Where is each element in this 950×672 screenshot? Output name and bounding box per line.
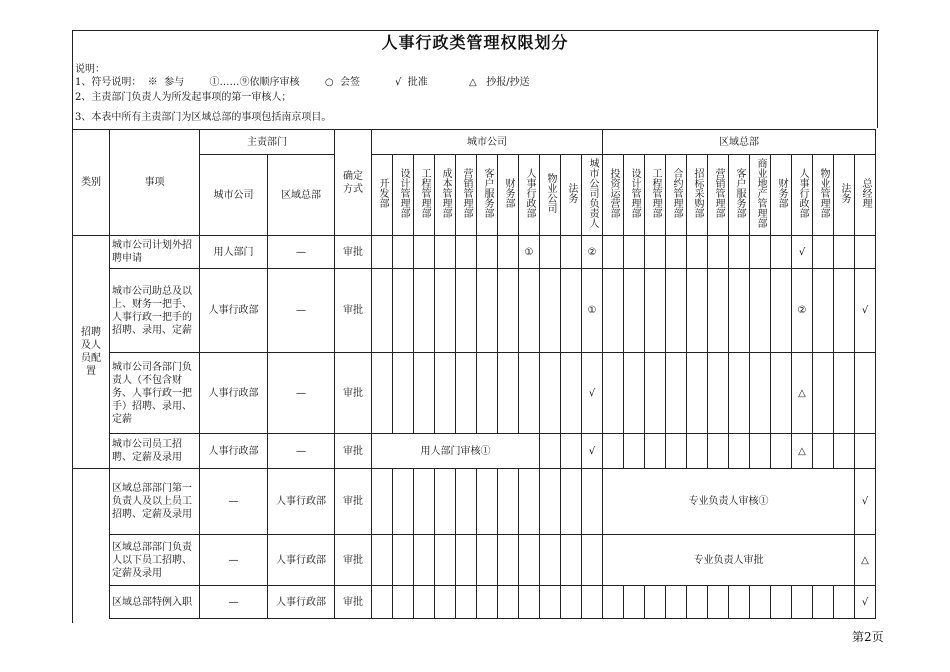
row-method: 审批 — [335, 535, 372, 586]
col-region-invest: 投资运营部 — [603, 155, 624, 236]
row-lead-city: — — [200, 586, 268, 619]
row-lead-region: — — [268, 353, 335, 434]
mark-cell: ② — [792, 269, 813, 353]
mark-cell: √ — [855, 469, 876, 535]
mark-cell: √ — [855, 269, 876, 353]
row-lead-region: 人事行政部 — [268, 586, 335, 619]
permission-table — [72, 129, 876, 619]
col-region-commercial: 商业地产管理部 — [750, 155, 771, 236]
header-lead-dept: 主责部门 — [200, 130, 335, 155]
row-lead-region: — — [268, 434, 335, 469]
mark-cell: △ — [792, 353, 813, 434]
row-item: 城市公司助总及以上、财务一把手、人事行政一把手的招聘、录用、定薪 — [110, 269, 200, 353]
header-category: 类别 — [73, 130, 110, 236]
header-item: 事项 — [110, 130, 200, 236]
row-item: 城市公司各部门负责人（不包含财务、人事行政一把手）招聘、录用、定薪 — [110, 353, 200, 434]
header-method: 确定方式 — [335, 130, 372, 236]
col-region-property: 物业管理部 — [813, 155, 834, 236]
document-title: 人事行政类管理权限划分 — [381, 33, 569, 52]
col-city-cost: 成本管理部 — [435, 155, 456, 236]
category-cell-blank — [73, 469, 110, 619]
col-city-engineering: 工程管理部 — [414, 155, 435, 236]
row-lead-city: 人事行政部 — [200, 434, 268, 469]
table-row — [73, 269, 876, 353]
table-row — [73, 586, 876, 619]
mark-cell: △ — [855, 535, 876, 586]
col-region-finance: 财务部 — [771, 155, 792, 236]
row-lead-region: 人事行政部 — [268, 469, 335, 535]
page-number: 第2页 — [852, 630, 884, 644]
row-item: 区域总部部门第一负责人及以上员工招聘、定薪及录用 — [110, 469, 200, 535]
note-symbols: 1、符号说明： ※ 参与 ①……⑨依顺序审核 ○ 会签 √ 批准 △ 抄报/抄送 — [75, 77, 530, 88]
row-method: 审批 — [335, 269, 372, 353]
row-item: 城市公司计划外招聘申请 — [110, 236, 200, 269]
col-city-finance: 财务部 — [498, 155, 519, 236]
col-region-legal: 法务 — [834, 155, 855, 236]
row-method: 审批 — [335, 586, 372, 619]
table-row — [73, 353, 876, 434]
header-city-company: 城市公司 — [372, 130, 603, 155]
col-region-procurement: 招标采购部 — [687, 155, 708, 236]
header-regional-hq: 区域总部 — [603, 130, 876, 155]
row-lead-region: — — [268, 236, 335, 269]
row-method: 审批 — [335, 469, 372, 535]
row-lead-city: 用人部门 — [200, 236, 268, 269]
col-city-hr: 人事行政部 — [519, 155, 540, 236]
row-lead-city: 人事行政部 — [200, 353, 268, 434]
col-region-design: 设计管理部 — [624, 155, 645, 236]
col-region-customer: 客户服务部 — [729, 155, 750, 236]
col-region-marketing: 营销管理部 — [708, 155, 729, 236]
note-scope: 3、本表中所有主责部门为区域总部的事项包括南京项目。 — [75, 112, 332, 123]
mark-cell: △ — [792, 434, 813, 469]
mark-cell: √ — [582, 434, 603, 469]
table-row — [73, 434, 876, 469]
note-first-reviewer: 2、主责部门负责人为所发起事项的第一审核人； — [75, 92, 292, 103]
col-city-head: 城市公司负责人 — [582, 155, 603, 236]
table-row — [73, 535, 876, 586]
note-heading: 说明： — [75, 64, 105, 75]
header-lead-city: 城市公司 — [200, 155, 268, 236]
col-city-property: 物业公司 — [540, 155, 561, 236]
mark-cell: √ — [582, 353, 603, 434]
row-method: 审批 — [335, 353, 372, 434]
col-city-design: 设计管理部 — [393, 155, 414, 236]
col-city-legal: 法务 — [561, 155, 582, 236]
row-item: 区域总部部门负责人以下员工招聘、定薪及录用 — [110, 535, 200, 586]
row-lead-city: — — [200, 469, 268, 535]
col-region-engineering: 工程管理部 — [645, 155, 666, 236]
row-lead-city: — — [200, 535, 268, 586]
row-item: 区域总部特例入职 — [110, 586, 200, 619]
row-lead-city: 人事行政部 — [200, 269, 268, 353]
col-city-marketing: 营销管理部 — [456, 155, 477, 236]
table-row — [73, 236, 876, 269]
row-method: 审批 — [335, 236, 372, 269]
merged-region-review: 专业负责人审核① — [603, 469, 855, 535]
mark-cell: ① — [582, 269, 603, 353]
row-lead-region: — — [268, 269, 335, 353]
col-region-contract: 合约管理部 — [666, 155, 687, 236]
mark-cell: ① — [519, 236, 540, 269]
merged-region-approval: 专业负责人审批 — [603, 535, 855, 586]
merged-city-review: 用人部门审核① — [372, 434, 540, 469]
row-item: 城市公司员工招聘、定薪及录用 — [110, 434, 200, 469]
col-region-hr: 人事行政部 — [792, 155, 813, 236]
header-lead-region: 区域总部 — [268, 155, 335, 236]
mark-cell: √ — [855, 586, 876, 619]
table-row — [73, 469, 876, 535]
mark-cell: ② — [582, 236, 603, 269]
col-city-dev: 开发部 — [372, 155, 393, 236]
mark-cell: √ — [792, 236, 813, 269]
col-region-gm: 总经理 — [855, 155, 876, 236]
category-cell: 招聘及人员配置 — [73, 236, 110, 469]
col-city-customer: 客户服务部 — [477, 155, 498, 236]
row-lead-region: 人事行政部 — [268, 535, 335, 586]
row-method: 审批 — [335, 434, 372, 469]
